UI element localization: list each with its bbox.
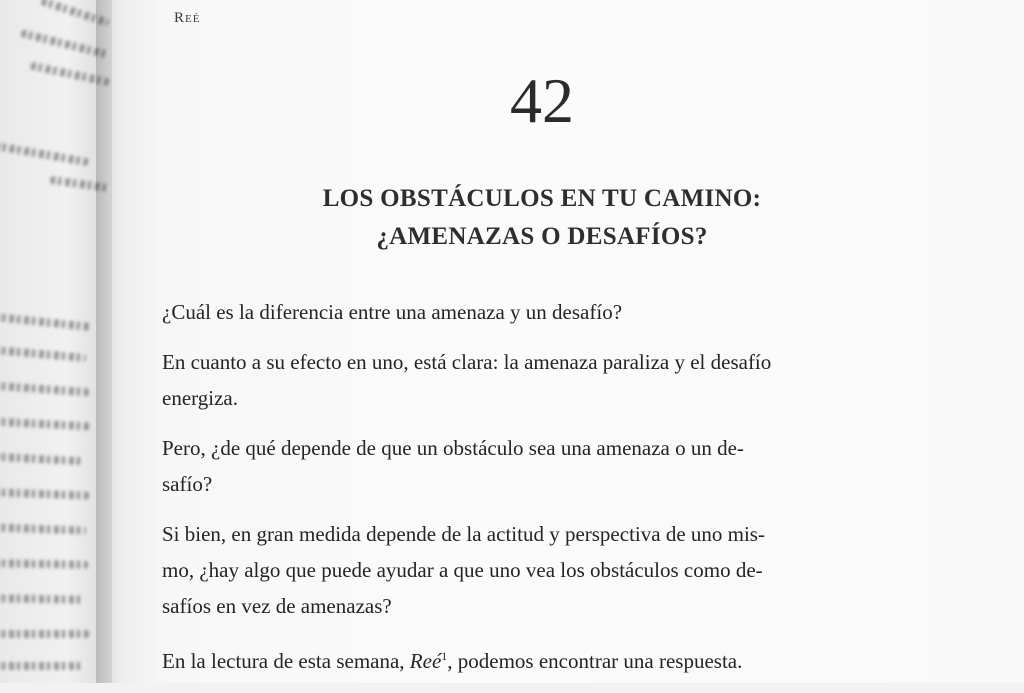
paragraph (162, 430, 902, 502)
paragraph-line: Si bien, en gran medida depende de la actitud y perspectiva de uno mis- (162, 522, 765, 546)
paragraph (162, 516, 902, 624)
blurred-text-line (0, 630, 89, 638)
blurred-text-line (0, 346, 86, 362)
footnote-marker[interactable]: 1 (441, 649, 448, 663)
paragraph-line: ¿Cuál es la diferencia entre una amenaza y un desafío? (162, 300, 623, 324)
blurred-text-line (0, 488, 89, 499)
paragraph-line: safíos en vez de amenazas? (162, 594, 392, 618)
paragraph (162, 344, 902, 416)
blurred-text-line (0, 453, 84, 466)
blurred-text-line (0, 313, 92, 331)
paragraph (162, 638, 902, 679)
blurred-text-line (0, 523, 86, 534)
chapter-title-line: LOS OBSTÁCULOS EN TU CAMINO: (322, 185, 762, 212)
paragraph-text: , podemos encontrar una respuesta. (447, 649, 743, 673)
paragraph-line: Pero, ¿de qué depende de que un obstáculo sea una amenaza o un de- (162, 436, 744, 460)
paragraph-line: safío? (162, 472, 213, 496)
right-page (112, 0, 1024, 683)
paragraph-text: En la lectura de esta semana, (162, 649, 410, 673)
paragraph (162, 294, 902, 330)
blurred-text-line (0, 662, 82, 670)
chapter-title-line: ¿AMENAZAS O DESAFÍOS? (376, 223, 708, 250)
paragraph-line: energiza. (162, 386, 238, 410)
paragraph-line: En cuanto a su efecto en uno, está clara: la amenaza paraliza y el desafío (162, 350, 772, 374)
blurred-text-line (0, 142, 89, 166)
blurred-text-line (0, 417, 90, 430)
blurred-text-line (0, 382, 89, 397)
chapter-number: 42 (510, 65, 574, 136)
italic-title: Reé (409, 649, 442, 673)
paragraph-line: mo, ¿hay algo que puede ayudar a que uno vea los obstáculos como de- (162, 558, 763, 582)
chapter-title (112, 180, 972, 256)
body-text (162, 294, 902, 693)
blurred-text-line (0, 559, 88, 569)
book-gutter (96, 0, 122, 683)
blurred-text-line (0, 594, 84, 604)
running-head: Reé (174, 10, 201, 26)
